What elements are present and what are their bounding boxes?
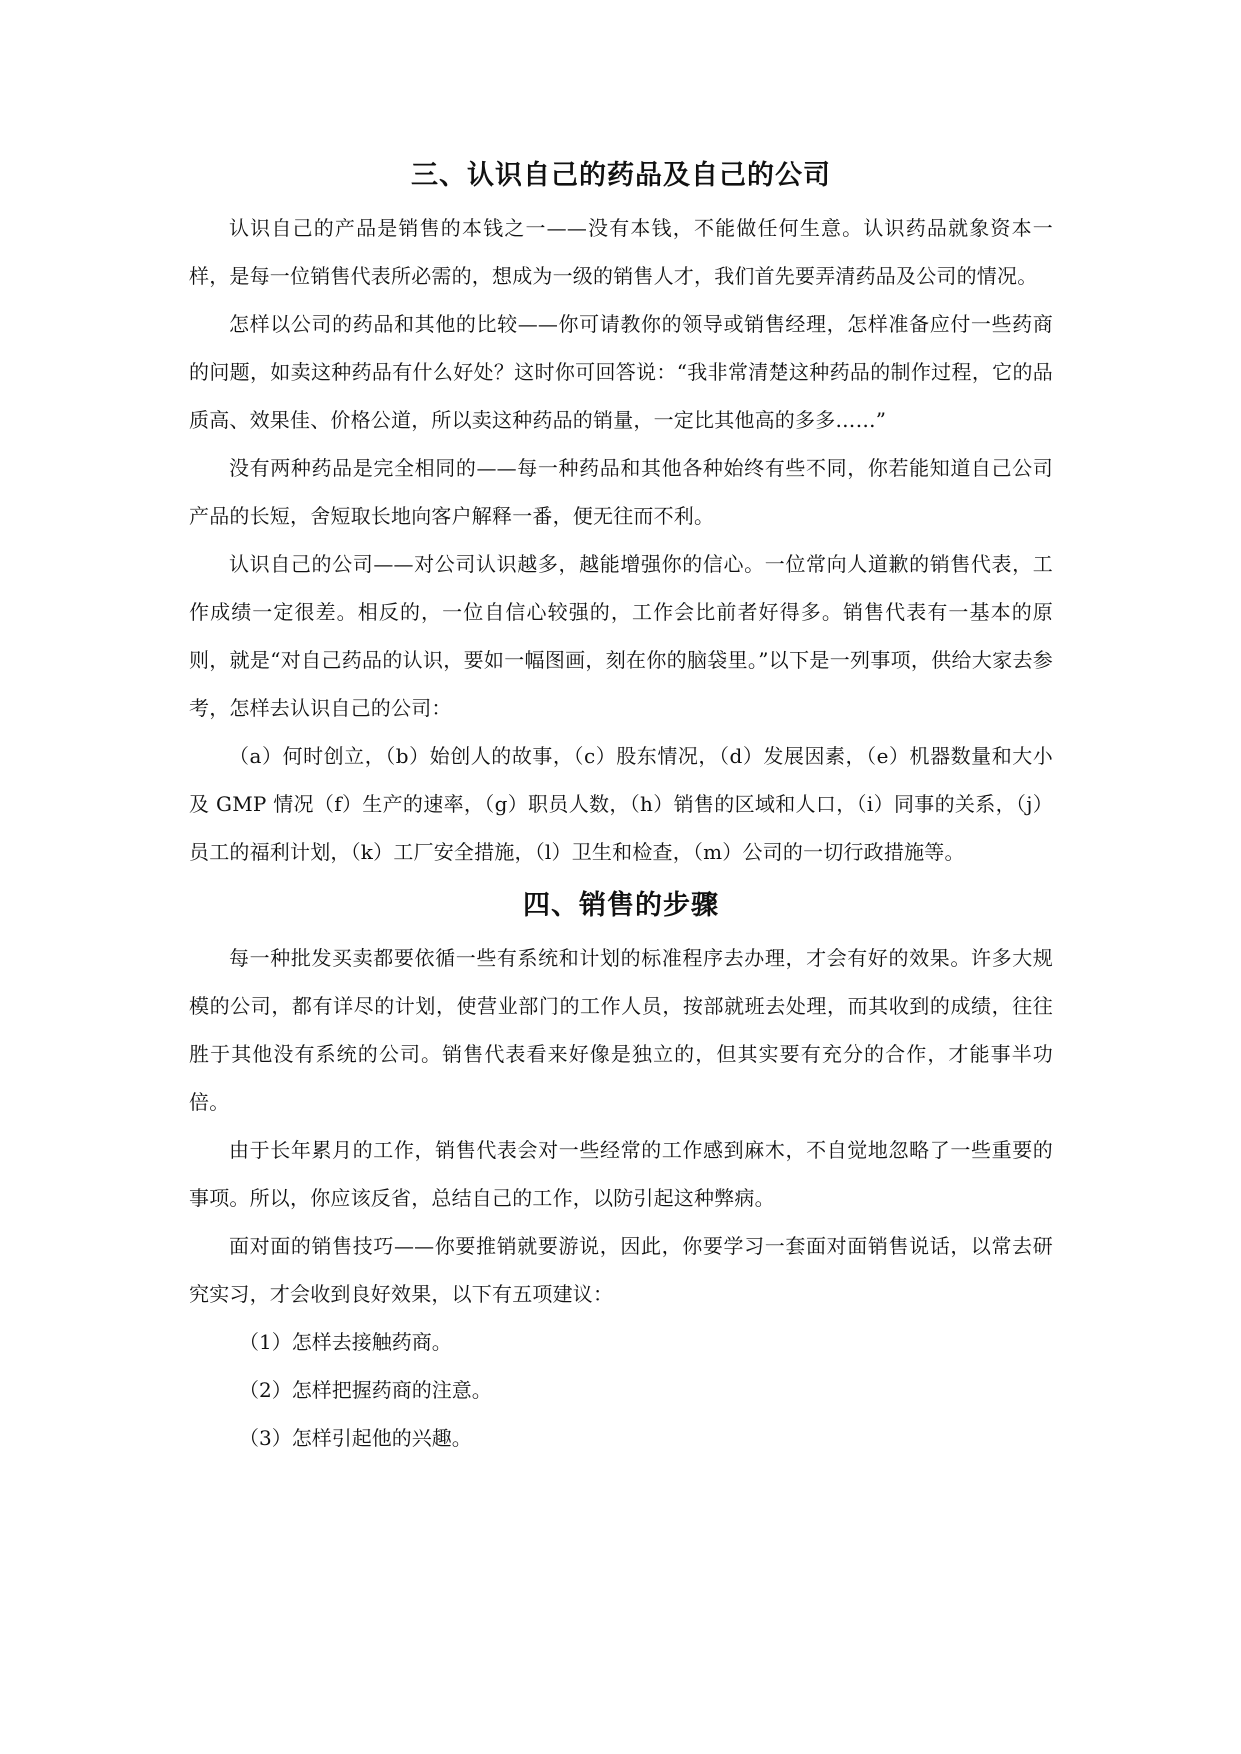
section-title: 三、认识自己的药品及自己的公司	[411, 160, 831, 191]
paragraph: 每一种批发买卖都要依循一些有系统和计划的标准程序去办理，才会有好的效果。许多大规模的公司，都有详尽的计划，使营业部门的工作人员，按部就班去处理，而其收到的成绩，往往胜于其他没有系统的公司。销售代表看来好像是独立的，但其实要有充分的合作，才能事半功倍。	[189, 946, 1053, 1114]
list-item: （2）怎样把握药商的注意。	[239, 1378, 492, 1402]
paragraph: 认识自己的产品是销售的本钱之一——没有本钱，不能做任何生意。认识药品就象资本一样，是每一位销售代表所必需的，想成为一级的销售人才，我们首先要弄清药品及公司的情况。	[189, 216, 1053, 288]
section-title: 四、销售的步骤	[523, 890, 719, 921]
paragraph: 没有两种药品是完全相同的——每一种药品和其他各种始终有些不同，你若能知道自己公司产品的长短，舍短取长地向客户解释一番，便无往而不利。	[189, 456, 1053, 528]
list-item: （1）怎样去接触药商。	[239, 1330, 452, 1354]
paragraph: 认识自己的公司——对公司认识越多，越能增强你的信心。一位常向人道歉的销售代表，工作成绩一定很差。相反的，一位自信心较强的，工作会比前者好得多。销售代表有一基本的原则，就是“对自己药品的认识，要如一幅图画，刻在你的脑袋里。”以下是一列事项，供给大家去参考，怎样去认识自己的公司：	[189, 552, 1053, 720]
list-item: （3）怎样引起他的兴趣。	[239, 1426, 472, 1450]
page-content	[189, 156, 1053, 1462]
paragraph: 由于长年累月的工作，销售代表会对一些经常的工作感到麻木，不自觉地忽略了一些重要的事项。所以，你应该反省，总结自己的工作，以防引起这种弊病。	[189, 1138, 1053, 1210]
paragraph: 怎样以公司的药品和其他的比较——你可请教你的领导或销售经理，怎样准备应付一些药商的问题，如卖这种药品有什么好处？这时你可回答说：“我非常清楚这种药品的制作过程，它的品质高、效果佳、价格公道，所以卖这种药品的销量，一定比其他高的多多……”	[189, 312, 1053, 432]
paragraph: （a）何时创立，（b）始创人的故事，（c）股东情况，（d）发展因素，（e）机器数量和大小及 GMP 情况（f）生产的速率，（g）职员人数，（h）销售的区域和人口，（i）同事的关系，（j）员工的福利计划，（k）工厂安全措施，（l）卫生和检查，（m）公司的一切行政措施等。	[189, 744, 1053, 864]
paragraph: 面对面的销售技巧——你要推销就要游说，因此，你要学习一套面对面销售说话，以常去研究实习，才会收到良好效果，以下有五项建议：	[189, 1234, 1053, 1306]
